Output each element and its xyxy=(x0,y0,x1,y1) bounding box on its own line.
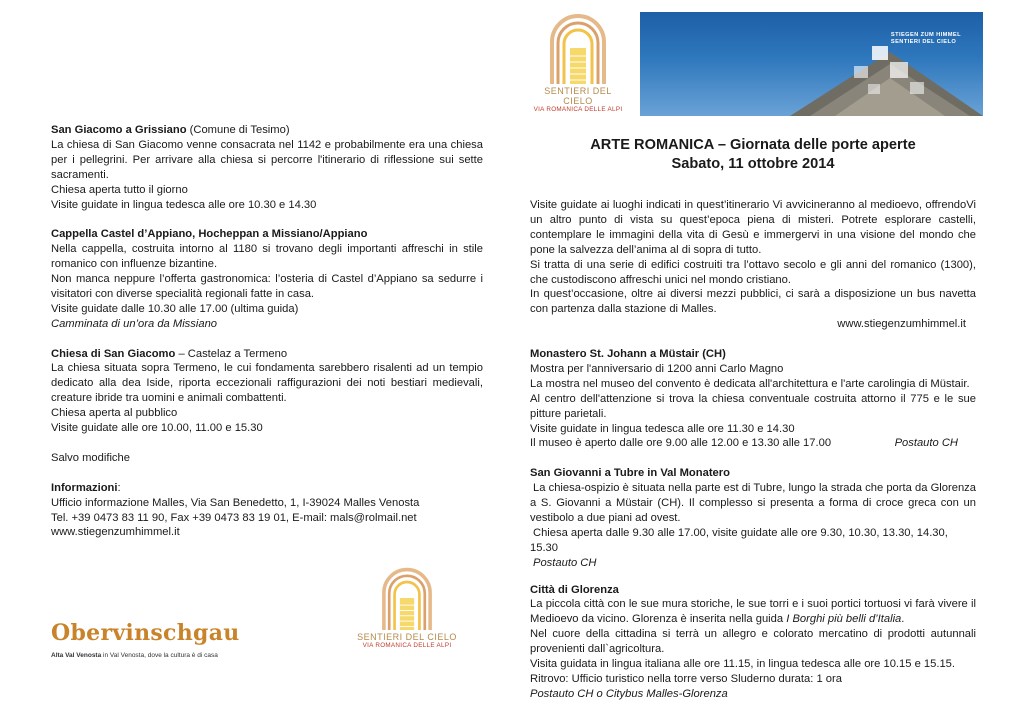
sentieri-del-cielo-logo-bottom xyxy=(352,566,462,649)
tagline-rest: in Val Venosta, dove la cultura è di casa xyxy=(101,652,218,659)
section-text: La mostra nel museo del convento è dedicata all'architettura e l'arte carolingia di Müstair. xyxy=(530,377,970,390)
disclaimer xyxy=(51,451,483,466)
stone-stairs-image xyxy=(640,12,983,116)
page-title xyxy=(530,136,976,174)
section-informazioni xyxy=(51,481,483,541)
arch-stairs-icon xyxy=(376,566,438,630)
transport-note: Postauto CH xyxy=(894,437,958,450)
text-part: La piccola città con le sue mura storiche, le sue torri e i suoi portici tortuosi vi farà vivere il Medioevo da vicino. Glorenza è inserita nella guida xyxy=(530,598,976,626)
walk-note: Camminata di un’ora da Missiano xyxy=(51,317,218,330)
section-heading: Cappella Castel d’Appiano, Hocheppan a Missiano/Appiano xyxy=(51,228,368,241)
subject-to-change: Salvo modifiche xyxy=(51,451,130,464)
intro xyxy=(530,198,976,332)
section-text: Al centro dell'attenzione si trova la chiesa conventuale costruita attorno il 775 e le sue pitture parietali. xyxy=(530,392,976,420)
section-text: Non manca neppure l’offerta gastronomica: l’osteria di Castel d’Appiano sa sedurre i visitatori con diverse specialità regionali fatte in casa. xyxy=(51,273,483,300)
section-text: Nel cuore della cittadina si terrà un allegro e colorato mercatino di prodotti autunnali provenienti dall`agricoltura. xyxy=(530,628,976,656)
intro-text: Si tratta di una serie di edifici costruiti tra l’ottavo secolo e gli anni del romanico (1300), che custodiscono affreschi unici nel mondo cristiano. xyxy=(530,258,976,286)
section-text xyxy=(530,597,976,627)
guided-visits: Visite guidate in lingua tedesca alle ore 10.30 e 14.30 xyxy=(51,198,317,211)
section-text: Nella cappella, costruita intorno al 1180 si trovano degli importanti affreschi in stile romanico con influenze bizantine. xyxy=(51,243,483,271)
section-heading-rest: (Comune di Tesimo) xyxy=(186,124,290,136)
section-monastero-mustair xyxy=(530,347,976,451)
title-line1: ARTE ROMANICA – Giornata delle porte aperte xyxy=(590,137,916,153)
guide-title: I Borghi più belli d’Italia xyxy=(786,613,902,626)
section-san-giacomo-grissiano xyxy=(51,123,483,212)
section-text: La chiesa-ospizio è situata nella parte est di Tubre, lungo la strada che porta da Glorenza a S. Giovanni a Müstair (CH). Il complesso si presenta a forma di croce greca con un vestibolo a due piani ad ovest. xyxy=(530,482,976,524)
intro-text: In quest’occasione, oltre ai diversi mezzi pubblici, ci sarà a disposizione un bus navetta con partenza dalla stazione di Malles. xyxy=(530,288,976,316)
info-address: Ufficio informazione Malles, Via San Benedetto, 1, I-39024 Malles Venosta xyxy=(51,496,420,509)
section-castel-appiano xyxy=(51,227,483,331)
banner-text xyxy=(891,32,961,46)
banner-line2: SENTIERI DEL CIELO xyxy=(890,39,957,45)
website-link[interactable]: www.stiegenzumhimmel.it xyxy=(837,318,966,331)
logo-line2: VIA ROMANICA DELLE ALPI xyxy=(362,642,452,649)
sentieri-del-cielo-logo-top xyxy=(530,12,626,113)
section-heading-rest: – Castelaz a Termeno xyxy=(175,347,288,360)
section-heading: Chiesa di San Giacomo xyxy=(51,347,176,360)
section-heading: Informazioni xyxy=(51,481,118,494)
guided-visits: Visita guidata in lingua italiana alle ore 11.15, in lingua tedesca alle ore 10.15 e 15.15. xyxy=(530,658,956,671)
section-san-giovanni-tubre xyxy=(530,466,976,570)
guided-visits: Visite guidate dalle 10.30 alle 17.00 (ultima guida) xyxy=(51,302,299,315)
logo-line1: SENTIERI DEL CIELO xyxy=(544,86,612,106)
section-heading: San Giovanni a Tubre in Val Monatero xyxy=(530,467,730,480)
guided-visits: Visite guidate in lingua tedesca alle ore 11.30 e 14.30 xyxy=(530,422,795,435)
intro-text: Visite guidate ai luoghi indicati in quest’itinerario Vi avvicineranno al medioevo, offrendoVi un altro punto di vista su quest’epoca piena di misteri. Potrete esplorare castelli, contemplare le immagini della vita di Gesù e immergervi in una visione del mondo che pone la salvezza dell’anima al di sopra di tutto. xyxy=(530,199,976,256)
banner-line1: STIEGEN ZUM HIMMEL xyxy=(890,32,961,38)
section-text: La chiesa situata sopra Termeno, le cui fondamenta sarebbero risalenti ad un tempio dedicato alla dea Iside, riporta eccezionali raffigurazioni dei noti bestiari medievali, creature ibride tra uomini e animali combattenti. xyxy=(51,362,483,405)
guided-visits: Visite guidate alle ore 10.00, 11.00 e 15.30 xyxy=(51,422,263,435)
opening-hours: Chiesa aperta tutto il giorno xyxy=(51,183,188,196)
tagline-bold: Alta Val Venosta xyxy=(51,652,102,659)
museum-hours-row xyxy=(530,436,976,451)
heading-colon: : xyxy=(117,481,121,494)
section-heading: San Giacomo a Grissiano xyxy=(51,124,187,136)
opening-hours: Chiesa aperta dalle 9.30 alle 17.00, visite guidate alle ore 9.30, 10.30, 13.30, 14.30, 15.30 xyxy=(530,526,948,554)
section-citta-glorenza xyxy=(530,583,976,702)
exhibition-line: Mostra per l'anniversario di 1200 anni Carlo Magno xyxy=(530,362,784,375)
left-column xyxy=(51,123,483,555)
transport-note: Postauto CH xyxy=(533,556,597,569)
meeting-point: Ritrovo: Ufficio turistico nella torre verso Sluderno durata: 1 ora xyxy=(530,672,842,685)
section-text: La chiesa di San Giacomo venne consacrata nel 1142 e probabilmente era una chiesa per i pellegrini. Per arrivare alla chiesa si percorre l'itinerario di riflessione sui sette sacramenti. xyxy=(51,138,483,181)
right-column xyxy=(530,198,976,717)
logo-line1: SENTIERI DEL CIELO xyxy=(357,632,457,642)
header-banner-photo xyxy=(640,12,983,116)
section-heading: Città di Glorenza xyxy=(530,583,619,596)
arch-stairs-icon xyxy=(546,12,610,84)
section-heading: Monastero St. Johann a Müstair (CH) xyxy=(530,348,726,361)
info-website-link[interactable]: www.stiegenzumhimmel.it xyxy=(51,526,180,539)
obervinschgau-tagline xyxy=(51,652,240,659)
logo-line2: VIA ROMANICA DELLE ALPI xyxy=(533,106,623,113)
obervinschgau-logo xyxy=(51,620,240,659)
obervinschgau-name: Obervinschgau xyxy=(51,620,240,646)
text-part: . xyxy=(901,613,905,626)
section-chiesa-san-giacomo-termeno xyxy=(51,347,483,436)
transport-note: Postauto CH o Citybus Malles-Glorenza xyxy=(530,687,728,700)
title-line2: Sabato, 11 ottobre 2014 xyxy=(671,156,835,172)
opening-hours: Chiesa aperta al pubblico xyxy=(51,407,178,420)
museum-hours: Il museo è aperto dalle ore 9.00 alle 12.00 e 13.30 alle 17.00 xyxy=(530,437,832,450)
info-contacts[interactable]: Tel. +39 0473 83 11 90, Fax +39 0473 83 19 01, E-mail: mals@rolmail.net xyxy=(51,511,417,524)
